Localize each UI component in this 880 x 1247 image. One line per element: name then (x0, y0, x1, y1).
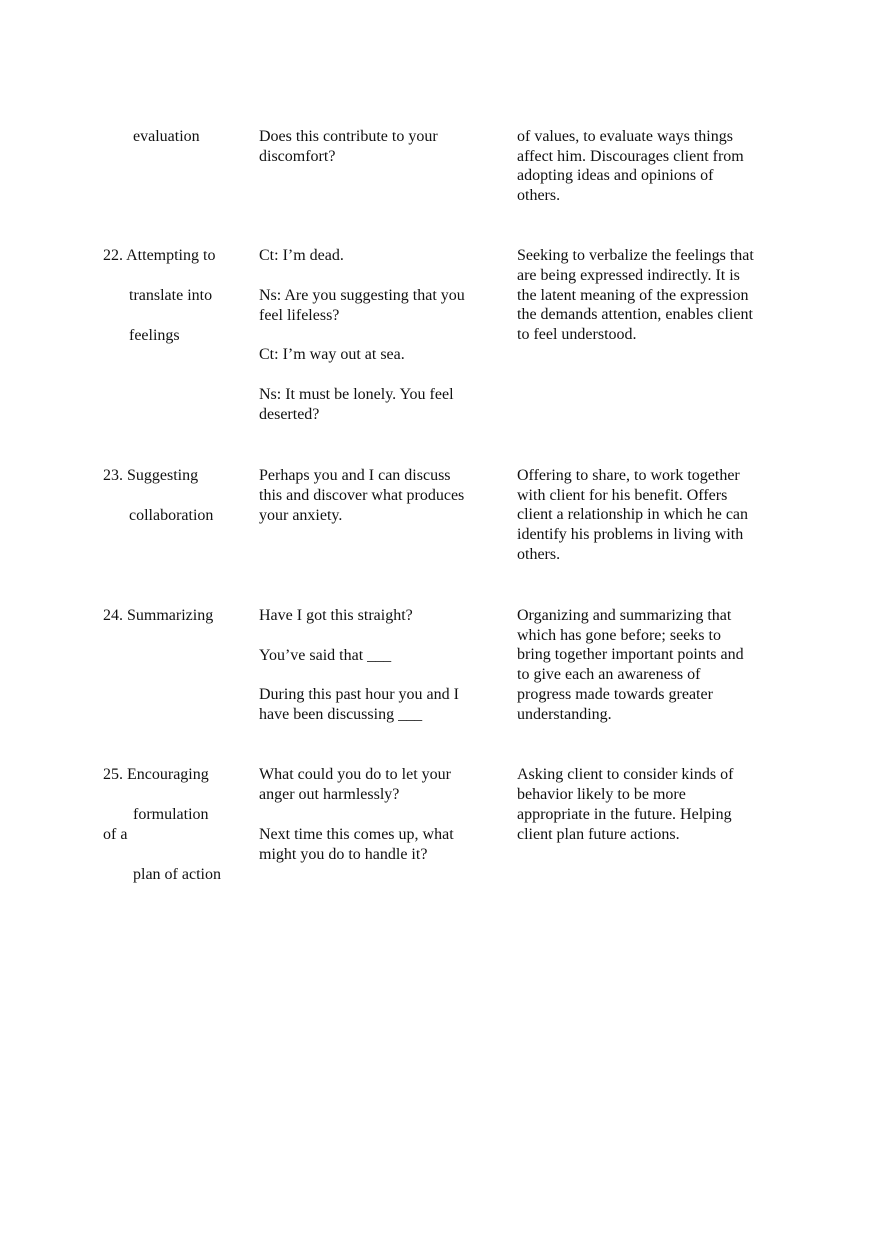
rationale-text: which has gone before; seeks to (517, 627, 721, 644)
technique-name: feelings (129, 327, 180, 344)
rationale-text: Asking client to consider kinds of (517, 766, 734, 783)
technique-name: of a (103, 826, 128, 843)
technique-name: 23. Suggesting (103, 467, 199, 484)
example-text: might you do to handle it? (259, 846, 428, 863)
example-text: anger out harmlessly? (259, 786, 400, 803)
technique-name: 25. Encouraging (103, 766, 209, 783)
rationale-text: to feel understood. (517, 326, 637, 343)
rationale-text: understanding. (517, 706, 612, 723)
rationale-text: behavior likely to be more (517, 786, 686, 803)
rationale-text: are being expressed indirectly. It is (517, 267, 740, 284)
technique-name: translate into (129, 287, 213, 304)
rationale-text: identify his problems in living with (517, 526, 744, 543)
example-text: Ns: It must be lonely. You feel (259, 386, 454, 403)
example-text: discomfort? (259, 148, 336, 165)
rationale-text: with client for his benefit. Offers (517, 487, 728, 504)
technique-name: formulation (133, 806, 209, 823)
rationale-text: of values, to evaluate ways things (517, 128, 733, 145)
rationale-text: Organizing and summarizing that (517, 607, 732, 624)
rationale-text: Seeking to verbalize the feelings that (517, 247, 754, 264)
example-text: During this past hour you and I (259, 686, 459, 703)
technique-name: collaboration (129, 507, 214, 524)
rationale-text: others. (517, 187, 561, 204)
example-text: You’ve said that ___ (259, 647, 392, 664)
example-text: Next time this comes up, what (259, 826, 454, 843)
rationale-text: the demands attention, enables client (517, 306, 753, 323)
technique-name: plan of action (133, 866, 221, 883)
example-text: Perhaps you and I can discuss (259, 467, 451, 484)
example-text: your anxiety. (259, 507, 343, 524)
technique-name: 22. Attempting to (103, 247, 216, 264)
rationale-text: affect him. Discourages client from (517, 148, 744, 165)
rationale-text: the latent meaning of the expression (517, 287, 749, 304)
example-text: feel lifeless? (259, 307, 340, 324)
technique-name: evaluation (133, 128, 200, 145)
example-text: have been discussing ___ (259, 706, 423, 723)
example-text: deserted? (259, 406, 320, 423)
rationale-text: progress made towards greater (517, 686, 713, 703)
rationale-text: bring together important points and (517, 646, 744, 663)
example-text: What could you do to let your (259, 766, 451, 783)
rationale-text: others. (517, 546, 561, 563)
example-text: Does this contribute to your (259, 128, 438, 145)
example-text: Ct: I’m dead. (259, 247, 344, 264)
technique-name: 24. Summarizing (103, 607, 214, 624)
example-text: this and discover what produces (259, 487, 465, 504)
example-text: Ct: I’m way out at sea. (259, 346, 405, 363)
rationale-text: Offering to share, to work together (517, 467, 740, 484)
rationale-text: adopting ideas and opinions of (517, 167, 714, 184)
rationale-text: to give each an awareness of (517, 666, 701, 683)
rationale-text: client a relationship in which he can (517, 506, 749, 523)
example-text: Have I got this straight? (259, 607, 413, 624)
rationale-text: client plan future actions. (517, 826, 680, 843)
example-text: Ns: Are you suggesting that you (259, 287, 465, 304)
rationale-text: appropriate in the future. Helping (517, 806, 732, 823)
